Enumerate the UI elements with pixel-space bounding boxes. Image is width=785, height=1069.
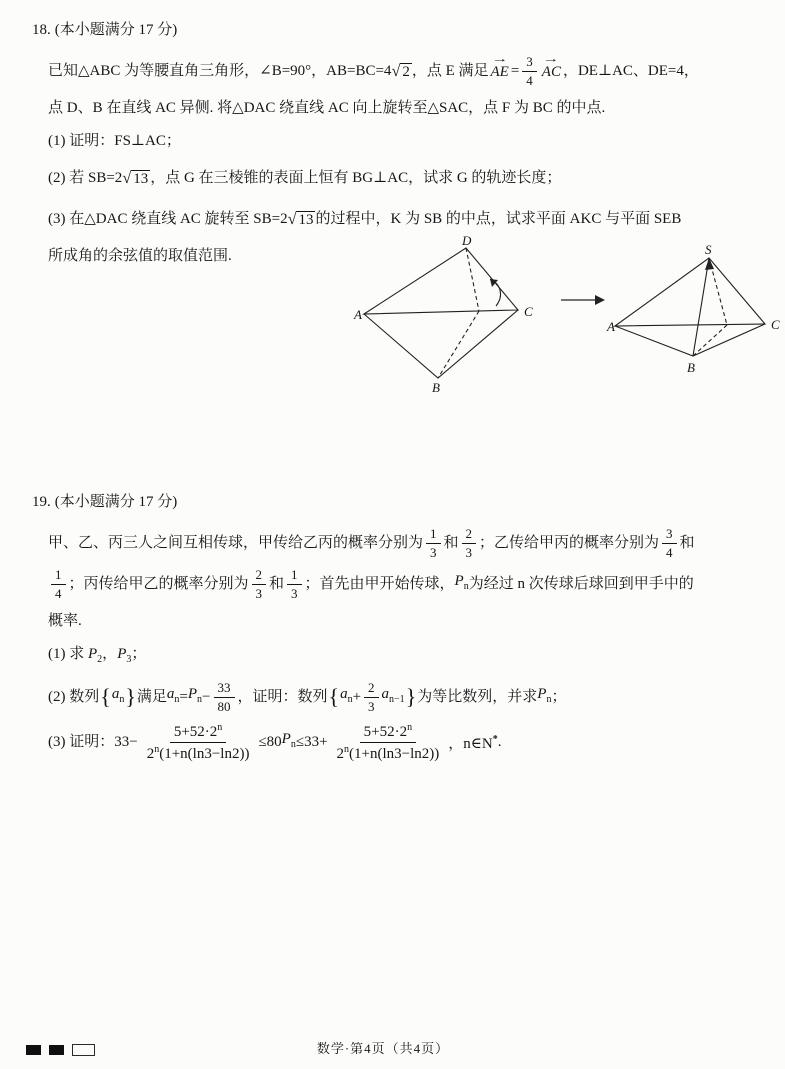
- p19-item-3: [48, 722, 742, 763]
- text-run: (2) 若 SB=2: [48, 170, 123, 187]
- superscript: n: [217, 721, 223, 733]
- fraction-3-4: [662, 526, 677, 560]
- fraction-33-80: [214, 680, 235, 714]
- right-brace: }: [125, 684, 136, 710]
- p19-intro-line-3: 概率.: [48, 613, 82, 630]
- point-label-D: D: [462, 233, 472, 248]
- denominator: 4: [55, 585, 62, 601]
- text-run: a: [111, 686, 120, 703]
- text-run: (3) 证明：33−: [48, 734, 138, 751]
- point-label-A: A: [354, 307, 362, 322]
- sqrt-2: [391, 58, 411, 85]
- fraction-1-4: [51, 567, 66, 601]
- variable-Pn: [282, 726, 296, 758]
- text-run: 已知△ABC 为等腰直角三角形，∠B=90°，AB=BC=4: [48, 63, 392, 80]
- point-label-S: S: [705, 242, 712, 257]
- variable-Pn: [188, 681, 202, 713]
- variable-an: [112, 681, 125, 713]
- problem-19: [32, 482, 742, 770]
- text-run: ；丙传给甲乙的概率分别为: [68, 576, 249, 593]
- segment-EB-dashed: [693, 325, 727, 356]
- subscript: n: [463, 581, 469, 593]
- left-brace: {: [100, 684, 111, 710]
- numerator: 2: [252, 567, 267, 585]
- text-run: a: [340, 686, 348, 703]
- text-run: P: [281, 731, 291, 748]
- denominator: 3: [291, 585, 298, 601]
- segment-EB-dashed: [438, 311, 479, 378]
- text-run: +: [352, 689, 362, 706]
- p18-intro-line-1: [48, 54, 742, 88]
- denominator: 4: [666, 544, 673, 560]
- text-run: (1) 求: [48, 646, 88, 663]
- problem-18-heading: [32, 17, 742, 43]
- denominator: 3: [255, 585, 263, 601]
- numerator: 3: [522, 54, 537, 72]
- figure-18: [354, 234, 785, 396]
- subscript: n: [546, 694, 552, 706]
- p18-intro-line-2: 点 D、B 在直线 AC 异侧. 将△DAC 绕直线 AC 向上旋转至△SAC，点 F 为 BC 的中点.: [48, 100, 606, 117]
- text-run: 和: [443, 535, 459, 552]
- variable-an: [340, 681, 353, 713]
- point-label-A: A: [607, 319, 615, 334]
- fraction-big-left: [143, 722, 254, 763]
- variable-Pn: [455, 568, 469, 600]
- text-run: P: [454, 573, 464, 590]
- vector-AC: [541, 53, 561, 85]
- text-run: ；: [131, 646, 147, 663]
- text-run: ≤33+: [295, 734, 328, 751]
- point-label-B: B: [432, 380, 440, 395]
- sqrt-13: [288, 206, 316, 233]
- denominator: 3: [465, 544, 473, 560]
- p18-item-3-cont: 所成角的余弦值的取值范围.: [48, 248, 232, 265]
- radical-icon: √: [391, 61, 401, 80]
- denominator: [333, 743, 444, 763]
- text-run: (3) 在△DAC 绕直线 AC 旋转至 SB=2: [48, 211, 288, 228]
- subscript: n: [174, 694, 180, 706]
- problem-19-body: [32, 526, 742, 763]
- p18-item-3: [48, 202, 742, 236]
- vector-arrow-icon: →: [491, 53, 508, 66]
- numerator: [170, 722, 226, 743]
- variable-P2: [88, 646, 103, 666]
- text-run: −: [202, 689, 211, 706]
- text-run: ，n∈N: [448, 736, 493, 753]
- p18-item-1: (1) 证明：FS⊥AC；: [48, 133, 181, 150]
- radicand: 2: [402, 63, 410, 80]
- p19-item-1: [48, 641, 742, 673]
- subscript: n: [290, 739, 296, 751]
- text-run: P: [187, 686, 198, 703]
- point-label-B: B: [687, 360, 695, 375]
- subscript: n: [347, 694, 353, 706]
- denominator: 3: [368, 698, 375, 714]
- text-run: AE: [490, 64, 509, 81]
- variable-an-1: [382, 681, 405, 713]
- printer-mark-outline-icon: [72, 1044, 95, 1056]
- text-run: 满足: [136, 689, 167, 706]
- text-run: 的过程中，K 为 SB 的中点，试求平面 AKC 与平面 SEB: [315, 211, 682, 228]
- superscript: *: [492, 734, 498, 746]
- text-run: ，DE⊥AC、DE=4，: [562, 63, 699, 80]
- text-run: 为经过 n 次传球后球回到甲手中的: [468, 576, 694, 593]
- radical-icon: √: [287, 209, 297, 228]
- superscript: n: [407, 721, 413, 733]
- text-run: ，: [102, 646, 118, 663]
- numerator: 3: [662, 526, 677, 544]
- p18-item-2: [48, 161, 742, 195]
- vector-arrow-icon: →: [543, 53, 560, 66]
- denominator: 3: [430, 544, 437, 560]
- problem-number: 19.: [32, 494, 51, 510]
- numerator: 1: [287, 567, 302, 585]
- problem-score: (本小题满分 17 分): [54, 494, 178, 510]
- variable-Pn: [537, 681, 551, 713]
- subscript: 2: [97, 654, 103, 666]
- text-run: P: [537, 686, 547, 703]
- numerator: 2: [462, 526, 477, 544]
- right-brace: }: [405, 684, 417, 710]
- superscript: n: [344, 743, 350, 755]
- fraction-1-3: [426, 526, 441, 560]
- segment-SB: [693, 258, 709, 356]
- segment-DE-dashed: [466, 248, 479, 311]
- printer-mark-filled-icon: [26, 1045, 41, 1055]
- radical-icon: √: [122, 168, 132, 187]
- text-run: .: [497, 734, 502, 751]
- left-brace: {: [328, 684, 340, 710]
- text-run: (1+n(ln3−ln2)): [349, 745, 440, 762]
- numerator: [360, 722, 416, 743]
- page-footer: 数学·第4页（共4页）: [316, 1041, 450, 1056]
- vector-AE: [490, 53, 509, 85]
- fraction-2-3: [462, 526, 477, 560]
- variable-an: [167, 681, 180, 713]
- text-run: ；乙传给甲丙的概率分别为: [479, 535, 660, 552]
- fraction-1-3: [287, 567, 302, 601]
- sqrt-13: [122, 165, 150, 192]
- text-run: ，点 G 在三棱锥的表面上恒有 BG⊥AC，试求 G 的轨迹长度；: [150, 170, 562, 187]
- text-run: P: [117, 646, 127, 663]
- text-run: 5+52·2: [173, 723, 218, 740]
- text-run: a: [166, 686, 175, 703]
- subscript: 3: [126, 654, 132, 666]
- fraction-2-3: [252, 567, 267, 601]
- fraction-big-right: [333, 722, 444, 763]
- text-run: 甲、乙、丙三人之间互相传球，甲传给乙丙的概率分别为: [48, 535, 424, 552]
- text-run: 2: [146, 745, 155, 762]
- numerator: 1: [51, 567, 66, 585]
- triangle-SAC: [615, 258, 765, 326]
- subscript: n: [197, 694, 203, 706]
- denominator: 80: [217, 698, 231, 714]
- text-run: ，点 E 满足: [411, 63, 489, 80]
- figure-before-rotation: [354, 234, 559, 396]
- n-in-N-star: [448, 727, 497, 757]
- figure-after-rotation: [607, 242, 785, 390]
- point-label-C: C: [524, 304, 533, 319]
- text-run: =: [179, 689, 188, 706]
- text-run: 为等比数列，并求: [417, 689, 538, 706]
- text-run: 和: [679, 535, 695, 552]
- problem-number: 18.: [32, 22, 51, 38]
- p19-intro-line-1: [48, 526, 742, 560]
- base-ABC: [615, 324, 765, 356]
- printer-marks: [26, 1044, 95, 1056]
- superscript: n: [154, 743, 160, 755]
- text-run: ≤80: [258, 734, 282, 751]
- point-label-C: C: [771, 317, 780, 332]
- text-run: ；: [551, 689, 567, 706]
- problem-19-heading: [32, 489, 742, 515]
- p19-item-2: [48, 680, 742, 714]
- variable-P3: [117, 646, 132, 666]
- printer-mark-filled-icon: [49, 1045, 64, 1055]
- denominator: [143, 743, 254, 763]
- subscript: n: [119, 694, 125, 706]
- transform-arrow-icon: [559, 292, 607, 308]
- problem-score: (本小题满分 17 分): [54, 22, 178, 38]
- text-run: =: [510, 63, 520, 80]
- text-run: 和: [269, 576, 285, 593]
- text-run: a: [381, 686, 390, 703]
- denominator: 4: [526, 72, 533, 88]
- text-run: (1+n(ln3−ln2)): [159, 745, 250, 762]
- text-run: ，证明：数列: [237, 689, 328, 706]
- numerator: 33: [214, 680, 235, 698]
- text-run: (2) 数列: [48, 689, 100, 706]
- text-run: 2: [336, 745, 345, 762]
- p19-intro-line-2: [48, 567, 742, 601]
- text-run: P: [88, 646, 98, 663]
- text-run: ；首先由甲开始传球，: [304, 576, 455, 593]
- subscript: n−1: [389, 694, 405, 706]
- numerator: 2: [364, 680, 379, 698]
- fraction-3-4: [522, 54, 537, 88]
- triangle-ABC: [364, 310, 518, 378]
- radicand: 13: [298, 211, 314, 228]
- radicand: 13: [133, 170, 149, 187]
- numerator: 1: [426, 526, 441, 544]
- rotation-arrowhead-icon: [490, 279, 498, 287]
- text-run: AC: [541, 64, 561, 81]
- fraction-2-3: [364, 680, 379, 714]
- text-run: 5+52·2: [363, 723, 408, 740]
